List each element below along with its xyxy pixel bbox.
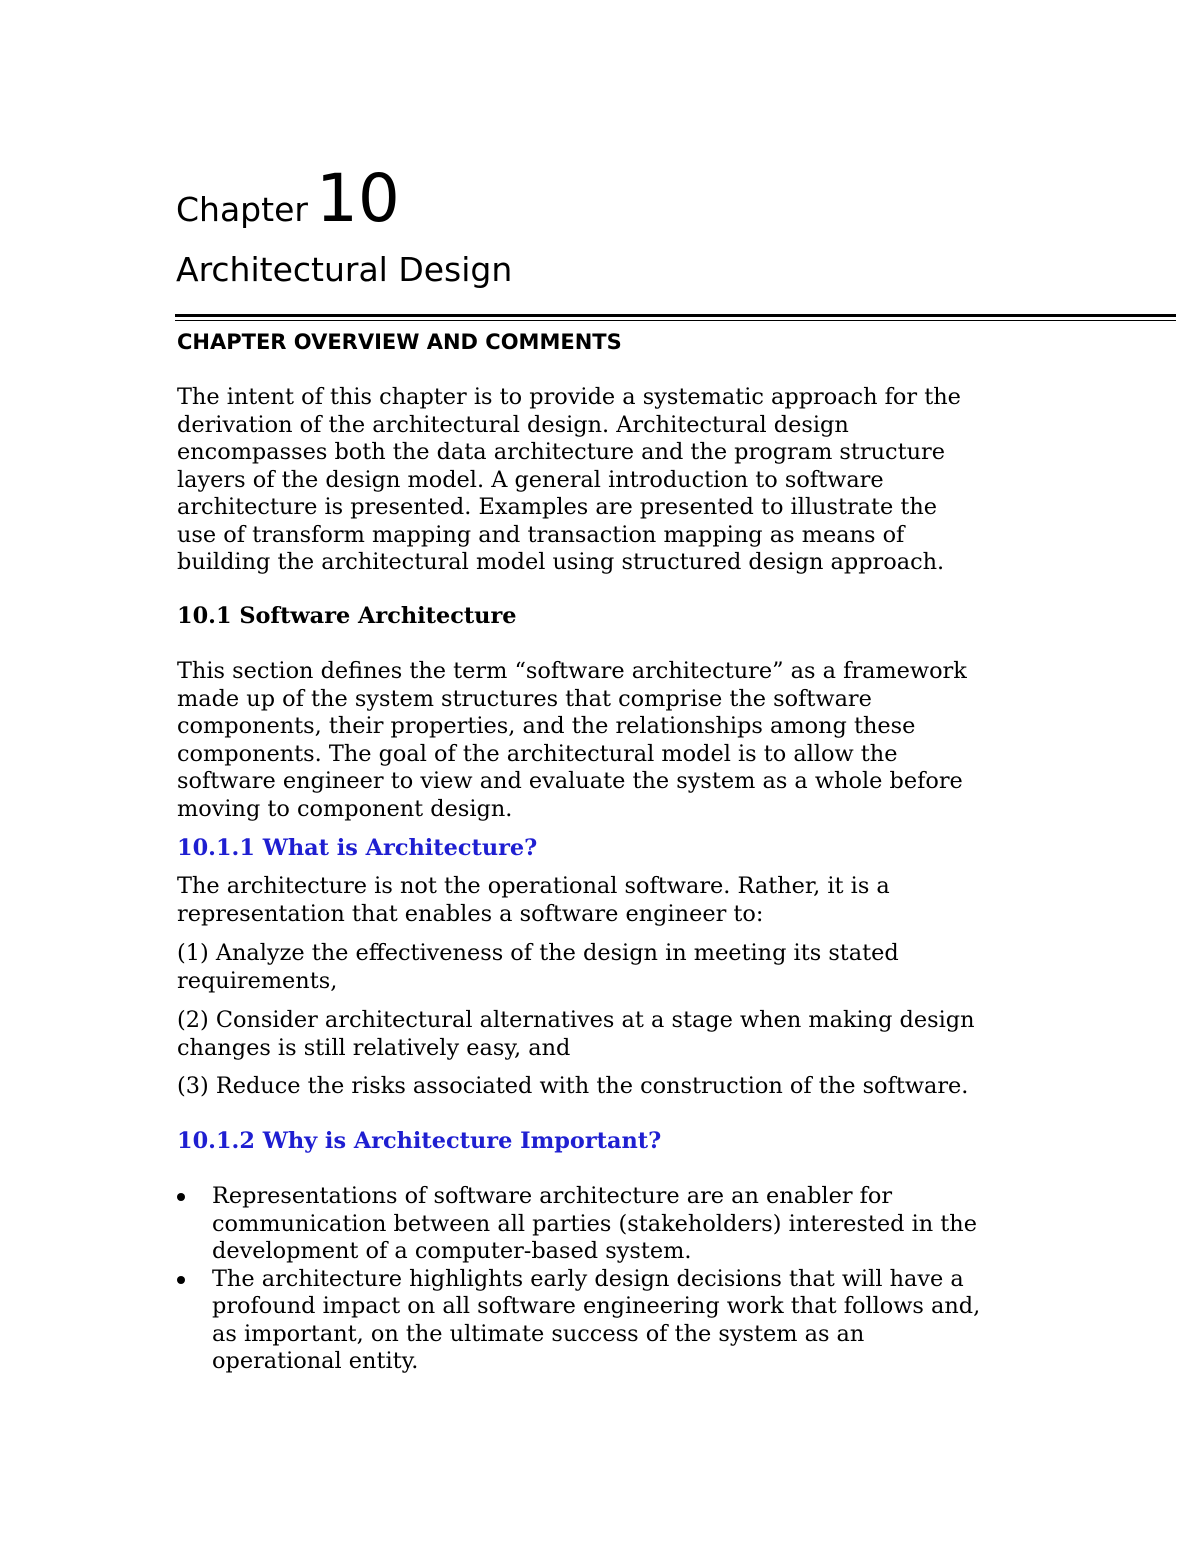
paragraph-line: use of transform mapping and transaction mapping as means of <box>177 521 905 548</box>
paragraph-line: The architecture is not the operational software. Rather, it is a <box>177 873 890 899</box>
list-item <box>177 1266 1057 1376</box>
paragraph-line: communication between all parties (stakeholders) interested in the <box>212 1210 977 1237</box>
paragraph-line: software engineer to view and evaluate the system as a whole before <box>177 768 963 794</box>
chapter-title: Architectural Design <box>176 250 513 289</box>
title-rule-thick <box>175 314 1176 317</box>
paragraph-line: derivation of the architectural design. Architectural design <box>177 411 849 438</box>
paragraph-line: architecture is presented. Examples are presented to illustrate the <box>177 494 938 520</box>
paragraph-line: components. The goal of the architectural model is to allow the <box>177 740 898 767</box>
paragraph-line: encompasses both the data architecture and the program structure <box>177 439 945 465</box>
numbered-item-2 <box>177 1007 1057 1062</box>
paragraph-line: profound impact on all software engineering work that follows and, <box>212 1293 981 1319</box>
paragraph-line: requirements, <box>177 967 338 994</box>
overview-heading: CHAPTER OVERVIEW AND COMMENTS <box>177 330 622 354</box>
section-10-1-1-intro <box>177 873 1057 928</box>
paragraph-line: moving to component design. <box>177 795 513 822</box>
paragraph-line: The architecture highlights early design decisions that will have a <box>212 1265 964 1292</box>
paragraph-line: changes is still relatively easy, and <box>177 1034 571 1061</box>
paragraph-line: layers of the design model. A general introduction to software <box>177 466 884 493</box>
bullet-list <box>177 1183 1057 1376</box>
paragraph-line: operational entity. <box>212 1348 419 1374</box>
bullet-icon <box>177 1193 185 1201</box>
paragraph-line: (3) Reduce the risks associated with the construction of the software. <box>177 1073 969 1099</box>
section-10-1-paragraph <box>177 658 1057 823</box>
bullet-icon <box>177 1276 185 1284</box>
title-rule-thin <box>175 320 1176 321</box>
paragraph-line: components, their properties, and the relationships among these <box>177 713 916 739</box>
paragraph-line: The intent of this chapter is to provide a systematic approach for the <box>177 384 961 410</box>
paragraph-line: as important, on the ultimate success of the system as an <box>212 1320 865 1347</box>
numbered-item-3 <box>177 1073 1057 1101</box>
paragraph-line: representation that enables a software engineer to: <box>177 900 764 927</box>
chapter-number: 10 <box>315 160 400 237</box>
list-item <box>177 1183 1057 1266</box>
paragraph-line: made up of the system structures that comprise the software <box>177 685 872 712</box>
paragraph-line: development of a computer-based system. <box>212 1238 692 1264</box>
paragraph-line: Representations of software architecture are an enabler for <box>212 1183 893 1209</box>
chapter-word: Chapter <box>176 190 308 229</box>
section-heading-10-1: 10.1 Software Architecture <box>177 603 517 629</box>
section-heading-10-1-1: 10.1.1 What is Architecture? <box>177 835 538 861</box>
paragraph-line: building the architectural model using structured design approach. <box>177 549 945 575</box>
numbered-item-1 <box>177 940 1057 995</box>
section-heading-10-1-2: 10.1.2 Why is Architecture Important? <box>177 1128 662 1154</box>
chapter-label <box>176 160 400 240</box>
paragraph-line: This section defines the term “software architecture” as a framework <box>177 658 967 684</box>
paragraph-line: (2) Consider architectural alternatives at a stage when making design <box>177 1007 975 1033</box>
overview-paragraph <box>177 384 1057 577</box>
paragraph-line: (1) Analyze the effectiveness of the design in meeting its stated <box>177 940 899 966</box>
